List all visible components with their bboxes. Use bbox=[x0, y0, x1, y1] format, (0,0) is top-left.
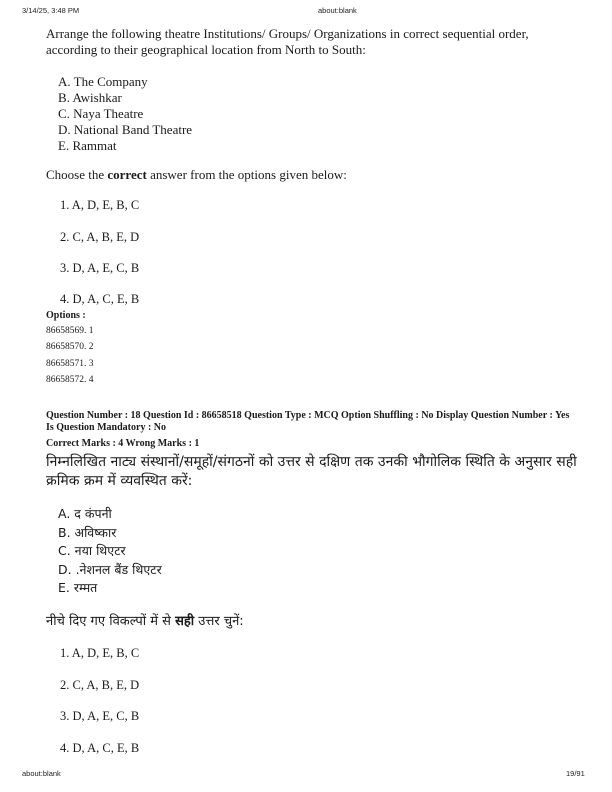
question-18-choice-3: 3. D, A, E, C, B bbox=[60, 709, 140, 723]
instruction-text: नीचे दिए गए विकल्पों में से bbox=[46, 614, 176, 629]
list-item: D. .नेशनल बैंड थिएटर bbox=[58, 561, 162, 577]
list-item: B. Awishkar bbox=[58, 90, 122, 105]
option-id-1: 86658569. 1 bbox=[46, 326, 94, 336]
question-18-choice-2: 2. C, A, B, E, D bbox=[60, 678, 140, 692]
question-17-choice-4: 4. D, A, C, E, B bbox=[60, 292, 140, 306]
question-18-items bbox=[58, 505, 162, 598]
question-18-text: निम्नलिखित नाट्य संस्थानों/समूहों/संगठनों को उत्तर से दक्षिण तक उनकी भौगोलिक स्थिति के अनुसार सही क्रमिक क्रम में व्यवस्थित करें: bbox=[46, 454, 577, 489]
list-item: E. रम्मत bbox=[58, 580, 98, 595]
question-17-text: Arrange the following theatre Institutions/ Groups/ Organizations in correct sequential order, according to their geographical location from North to South: bbox=[46, 26, 529, 57]
question-18-choice-4: 4. D, A, C, E, B bbox=[60, 741, 140, 755]
question-18-marks: Correct Marks : 4 Wrong Marks : 1 bbox=[46, 438, 200, 449]
list-item: B. अविष्कार bbox=[58, 524, 117, 540]
instruction-emphasis: correct bbox=[107, 167, 147, 182]
instruction-emphasis: सही bbox=[175, 614, 195, 629]
list-item: C. Naya Theatre bbox=[58, 106, 144, 121]
page-number: 19/91 bbox=[566, 769, 585, 778]
list-item: E. Rammat bbox=[58, 138, 117, 153]
question-17-instruction bbox=[46, 167, 347, 183]
question-18-choice-1: 1. A, D, E, B, C bbox=[60, 646, 140, 660]
question-17-choice-1: 1. A, D, E, B, C bbox=[60, 198, 140, 212]
instruction-text: answer from the options given below: bbox=[146, 167, 347, 182]
footer-url: about:blank bbox=[22, 769, 61, 778]
list-item: C. नया थिएटर bbox=[58, 543, 126, 558]
list-item: A. द कंपनी bbox=[58, 506, 112, 521]
options-label: Options : bbox=[46, 310, 86, 321]
list-item: D. National Band Theatre bbox=[58, 122, 193, 137]
question-17-choice-2: 2. C, A, B, E, D bbox=[60, 230, 140, 244]
option-id-4: 86658572. 4 bbox=[46, 375, 94, 385]
option-id-3: 86658571. 3 bbox=[46, 359, 94, 369]
question-18-meta: Question Number : 18 Question Id : 86658518 Question Type : MCQ Option Shuffling : No Display Question Number : Yes Is Question Mandatory : No bbox=[46, 410, 570, 433]
print-title: about:blank bbox=[318, 6, 357, 15]
question-17-items bbox=[58, 74, 192, 154]
question-17-choice-3: 3. D, A, E, C, B bbox=[60, 261, 140, 275]
instruction-text: Choose the bbox=[46, 167, 108, 182]
list-item: A. The Company bbox=[58, 74, 148, 89]
print-timestamp: 3/14/25, 3:48 PM bbox=[22, 6, 80, 15]
option-id-2: 86658570. 2 bbox=[46, 342, 94, 352]
question-18-instruction bbox=[46, 611, 244, 629]
instruction-text: उत्तर चुनें: bbox=[194, 614, 244, 629]
